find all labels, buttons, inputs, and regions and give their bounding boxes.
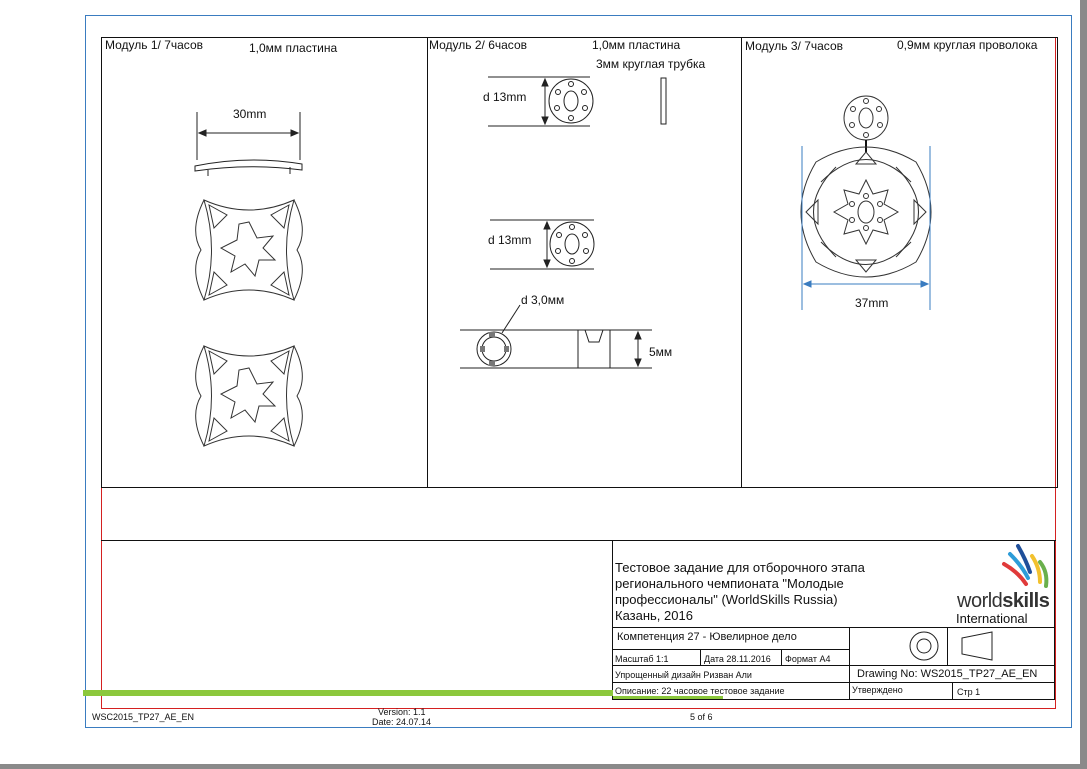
footer-page-of: 5 of 6 [690,712,713,722]
drawing-number: Drawing No: WS2015_TP27_AE_EN [857,668,1038,680]
module-1-title: Модуль 1/ 7часов [105,38,203,52]
logo-world: world [957,590,1003,612]
footer-date: Date: 24.07.14 [372,717,432,727]
description-label: Описание: 22 часовое тестовое задание [615,686,785,696]
approved-label: Утверждено [852,685,903,695]
tb-row-line [612,649,849,650]
module-1-material: 1,0мм пластина [249,41,338,55]
tb-col-line [849,627,850,700]
format-label: Формат А4 [785,654,831,664]
task-line: регионального чемпионата "Молодые [615,576,844,591]
worldskills-logo-text [957,590,1049,613]
projection-symbol-icon [900,628,1050,664]
module-2-dim-5mm: 5мм [649,345,673,359]
module-2-material-tube: 3мм круглая трубка [596,57,706,71]
logo-skills: skills [1002,590,1050,612]
module-3-dim-width: 37mm [855,296,889,310]
task-line: профессионалы" (WorldSkills Russia) [615,592,838,607]
module-3-material: 0,9мм круглая проволока [897,38,1038,52]
footer-doc-id: WSC2015_TP27_AE_EN [92,712,195,722]
task-description [615,560,915,624]
tb-row-line [612,665,1055,666]
worldskills-logo-sub: International [956,611,1028,626]
module-2-dim-d13-top: d 13mm [483,90,527,104]
tb-row-line [612,682,1055,683]
footer-version: Version: 1.1 [378,707,426,717]
scale-label: Масштаб 1:1 [615,654,669,664]
module-3-title: Модуль 3/ 7часов [745,39,843,53]
task-line: Тестовое задание для отборочного этапа [615,560,865,575]
module-2-title: Модуль 2/ 6часов [429,38,527,52]
worldskills-logo-mark [1000,542,1055,597]
accent-bar [83,690,613,696]
tb-col-line [952,682,953,700]
module-2-dim-d3: d 3,0мм [521,293,565,307]
module-2-material: 1,0мм пластина [592,38,681,52]
page-label: Стр 1 [957,687,981,697]
date-label: Дата 28.11.2016 [704,654,771,664]
task-line: Казань, 2016 [615,608,693,623]
accent-bar [613,696,723,699]
tb-col-line [781,649,782,665]
competence-label: Компетенция 27 - Ювелирное дело [617,631,797,643]
module-1-dim-width: 30mm [233,107,267,121]
tb-col-line [700,649,701,665]
module-2-dim-d13-bottom: d 13mm [488,233,532,247]
design-label: Упрощенный дизайн Ризван Али [615,670,752,680]
